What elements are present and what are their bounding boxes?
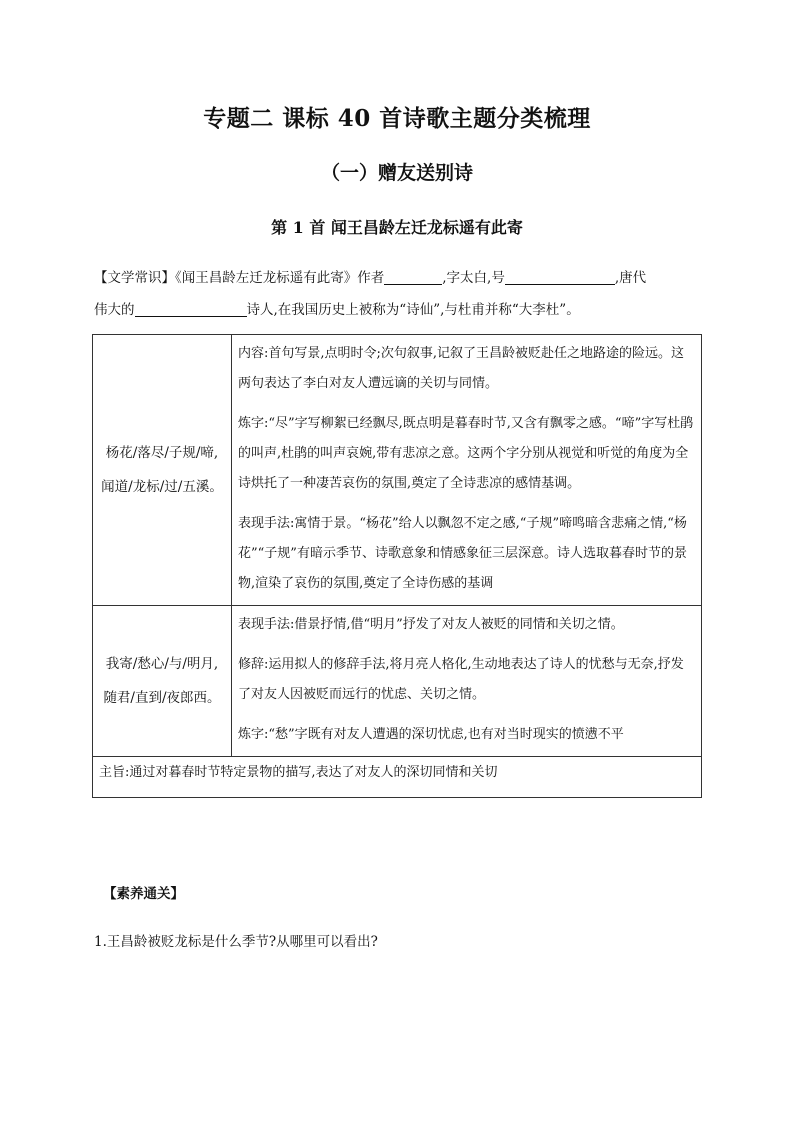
author-blank[interactable] (384, 268, 442, 285)
analysis-technique: 表现手法:借景抒情,借“明月”抒发了对友人被贬的同情和关切之情。 (238, 617, 624, 632)
verse-cell (93, 606, 232, 757)
poet-type-blank[interactable] (135, 300, 247, 317)
page-title: 专题二 课标 40 首诗歌主题分类梳理 (203, 105, 591, 132)
analysis-lianzi: 炼字:“愁”字既有对友人遭遇的深切忧虑,也有对当时现实的愤懑不平 (238, 727, 624, 742)
table-row (93, 606, 702, 757)
analysis-cell (232, 335, 702, 606)
hao-blank[interactable] (505, 268, 615, 285)
literary-knowledge (94, 232, 704, 326)
intro-text-5: 诗人,在我国历史上被称为“诗仙”,与杜甫并称“大李杜”。 (246, 302, 580, 318)
verse-line: 我寄/愁心/与/明月, (105, 656, 219, 672)
analysis-technique: 表现手法:寓情于景。“杨花”给人以飘忽不定之感,“子规”啼鸣暗含悲痛之情,“杨花”“子规”有暗示季节、诗歌意象和情感象征三层深意。诗人选取暮春时节的景物,渲染了哀伤的氛围,奠定了全诗伤感的基调 (238, 516, 687, 591)
intro-text-1: 【文学常识】《闻王昌龄左迁龙标遥有此寄》作者 (94, 270, 385, 286)
analysis-content: 内容:首句写景,点明时令;次句叙事,记叙了王昌龄被贬赴任之地路途的险远。这两句表达了李白对友人遭远谪的关切与同情。 (238, 346, 685, 391)
verse-line: 随君/直到/夜郎西。 (103, 690, 221, 706)
verse-line: 杨花/落尽/子规/啼, (105, 445, 219, 461)
analysis-cell (232, 606, 702, 757)
question-1: 1.王昌龄被贬龙标是什么季节?从哪里可以看出? (94, 934, 378, 950)
intro-text-3: ,唐代 (614, 270, 647, 286)
intro-text-4: 伟大的 (94, 302, 135, 318)
intro-line-2 (94, 294, 704, 326)
analysis-rhetoric: 修辞:运用拟人的修辞手法,将月亮人格化,生动地表达了诗人的忧愁与无奈,抒发了对友人因被贬而远行的忧虑、关切之情。 (238, 657, 684, 702)
poem-analysis-table (92, 334, 702, 798)
section-subtitle: （一）赠友送别诗 (320, 162, 473, 184)
intro-line-1 (94, 262, 704, 294)
practice-section-title: 【素养通关】 (103, 886, 184, 902)
verse-cell (93, 335, 232, 606)
poem-heading: 第 1 首 闻王昌龄左迁龙标遥有此寄 (271, 218, 523, 237)
theme-cell: 主旨:通过对暮春时节特定景物的描写,表达了对友人的深切同情和关切 (93, 757, 702, 798)
verse-line: 闻道/龙标/过/五溪。 (101, 479, 223, 495)
analysis-lianzi: 炼字:“尽”字写柳絮已经飘尽,既点明是暮春时节,又含有飘零之感。“啼”字写杜鹃的叫声,杜鹃的叫声哀婉,带有悲凉之意。这两个字分别从视觉和听觉的角度为全诗烘托了一种凄苦哀伤的氛围,奠定了全诗悲凉的感情基调。 (238, 416, 694, 491)
intro-text-2: ,字太白,号 (442, 270, 505, 286)
table-row (93, 335, 702, 606)
table-row (93, 757, 702, 798)
